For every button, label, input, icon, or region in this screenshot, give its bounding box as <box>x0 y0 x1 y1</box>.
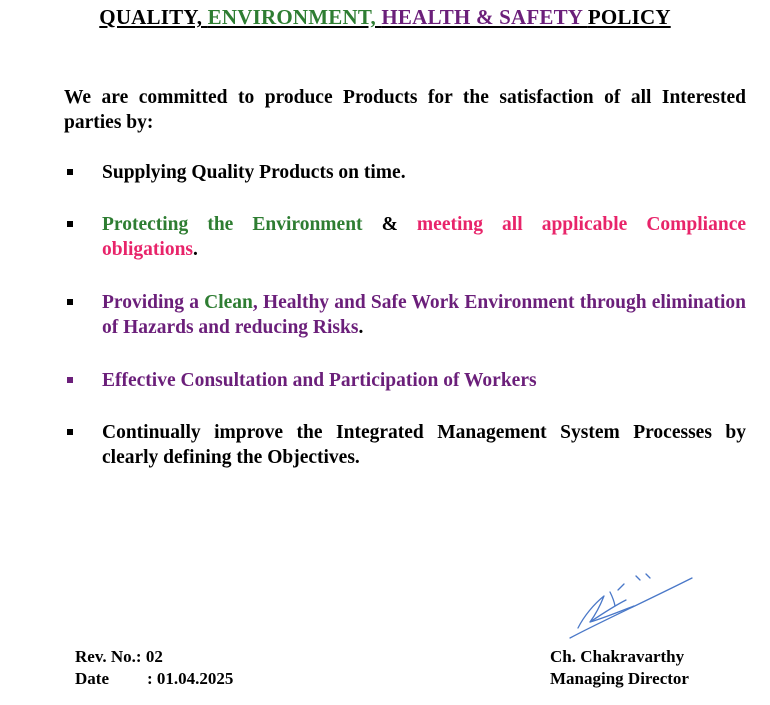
bullet-text: Providing a Clean, Healthy and Safe Work Environment through elimination of Hazards and reducing Risks. <box>102 292 746 338</box>
signatory-name: Ch. Chakravarthy <box>550 647 685 666</box>
rev-label: Rev. No.: <box>75 647 142 666</box>
bullet-text: Continually improve the Integrated Management System Processes by clearly defining the Objectives. <box>102 422 746 468</box>
signatory <box>550 646 689 690</box>
rev-value: 02 <box>141 647 163 666</box>
list-item <box>64 420 746 470</box>
bullet-square-icon <box>67 169 73 175</box>
title-health-safety: HEALTH & SAFETY <box>381 5 588 29</box>
revision-info <box>75 646 233 690</box>
intro-statement: We are committed to produce Products for the satisfaction of all Interested parties by: <box>64 87 746 133</box>
bullet-text: Effective Consultation and Participation of Workers <box>102 370 537 391</box>
bullet-square-icon <box>67 429 73 435</box>
title-quality: QUALITY, <box>99 5 208 29</box>
policy-title <box>0 5 770 30</box>
bullet-square-icon <box>67 377 73 383</box>
list-item <box>64 290 746 340</box>
date-value: : 01.04.2025 <box>147 669 234 688</box>
title-environment: ENVIRONMENT, <box>207 5 382 29</box>
date-label: Date <box>75 669 109 688</box>
bullet-text: Supplying Quality Products on time. <box>102 162 406 183</box>
signatory-title: Managing Director <box>550 669 689 688</box>
list-item <box>64 212 746 262</box>
bullet-square-icon <box>67 299 73 305</box>
bullet-square-icon <box>67 221 73 227</box>
list-item <box>64 160 746 185</box>
list-item <box>64 368 746 393</box>
title-policy: POLICY <box>587 5 671 29</box>
signature <box>560 572 700 642</box>
bullet-text: Protecting the Environment & meeting all applicable Compliance obligations. <box>102 214 747 260</box>
